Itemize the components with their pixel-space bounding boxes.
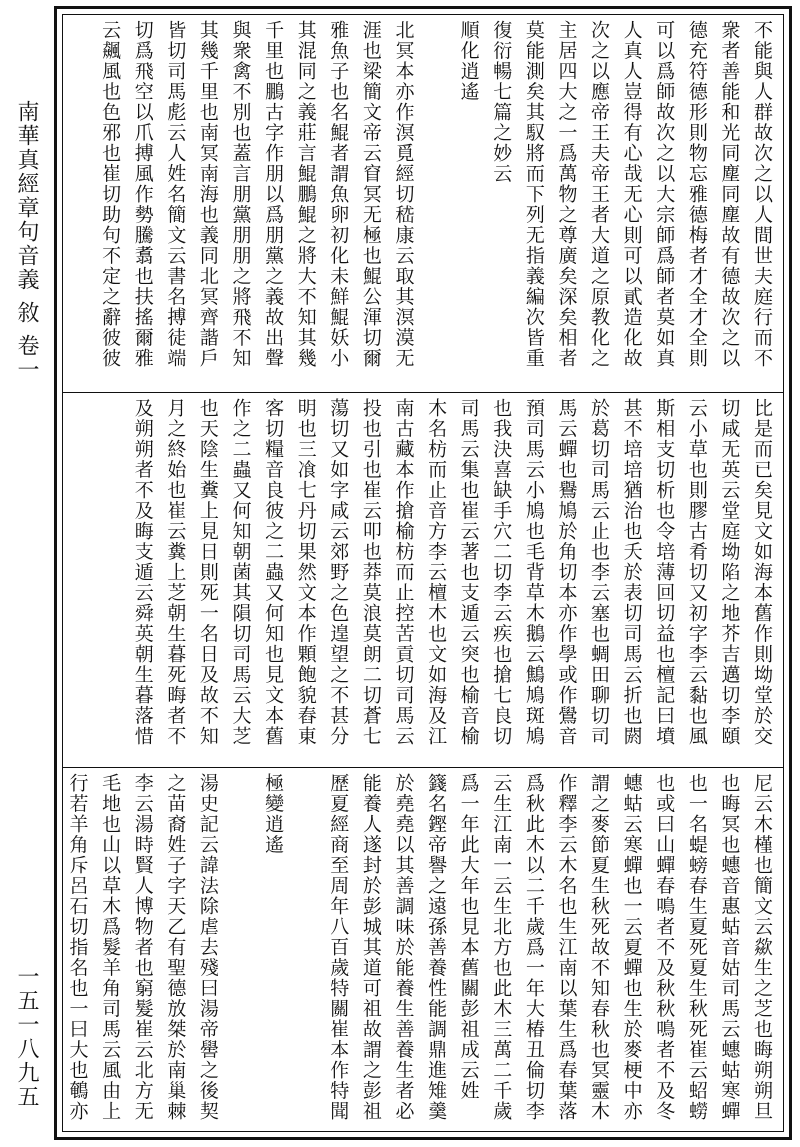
text-column: 德充符德形則物忘雅德梅者才全才全則 [685,20,708,369]
text-column: 尼云木槿也簡文云歘生之芝也晦朔朔旦 [751,773,773,1122]
text-column: 北冥本亦作溟覓經切嵇康云取其溟漠无 [392,20,415,369]
text-column: 李云湯時賢人博物者也窮髮崔云北方无 [131,773,154,1122]
text-column: 極變逍遙 [262,773,285,855]
text-column: 爲一年此大年也見本舊關彭祖成云姓 [457,773,480,1101]
text-panel-bottom [66,773,778,1129]
text-column: 人真人豈得有心哉无心則可以貳造化故 [620,20,643,369]
text-column: 蕩切又如字咸云郊野之色遑望之不甚分 [327,398,350,747]
text-panel-middle [72,398,778,760]
panel-divider-2 [62,767,784,768]
text-column: 投也引也崔云叩也莽莫浪莫朗二切蒼七 [359,398,382,747]
text-column: 謂之麥節夏生秋死故不知春秋也冥靈木 [588,773,611,1122]
text-column: 與衆禽不別也蓋言朋黨朋朋之將飛不知 [229,20,252,369]
text-column: 明也三飡七丹切果然文本作顆飽貌舂東 [294,398,317,747]
text-column [289,773,322,1129]
text-column: 涯也梁簡文帝云窅冥无極也鯤公渾切爾 [359,20,382,369]
text-column: 爲秋此木以二千歲爲一年大椿丑倫切李 [522,773,545,1122]
text-column: 月之終始也崔云糞上芝朝生暮死晦者不 [164,398,187,747]
text-column: 其混同之義莊言鯤鵬鯤之將大不知其幾 [294,20,317,369]
text-column: 於葛切司馬云止也李云塞也蜩田聊切司 [588,398,611,747]
text-column: 作之二蟲又何知朝菌其隕切司馬云大芝 [229,398,252,747]
text-column: 云小草也則膠古肴切又初字李云黏也風 [685,398,708,747]
text-column: 不能與人群故次之以人間世夫庭行而不 [751,20,773,369]
text-column: 於堯堯以其善調味於能養生善養生者必 [392,773,415,1122]
text-column: 歷夏經商至周年八百歲特關崔本作特聞 [327,773,350,1122]
text-column: 預司馬云小鳩也毛背草木鵝云鷦鳩斑鳩 [522,398,545,747]
margin-book-title: 南華真經章句音義 敘 卷一 [14,100,39,382]
text-column: 也或曰山蟬春鳴者不及秋秋鳴者不及冬 [653,773,676,1122]
text-column: 之苗裔姓子字天乙有聖德放桀於南巢棘 [164,773,187,1122]
text-column: 斯相支切析也令培薄回切益也檀記曰墳 [653,398,676,747]
text-column: 作釋李云木名也生江南以葉生爲春葉落 [555,773,578,1122]
text-column [419,20,452,386]
text-column: 切爲飛空以爪搏風作勢騰翥也扶搖爾雅 [131,20,154,369]
text-column: 行若羊角斥呂石切指名也一曰大也鵪亦 [66,773,89,1122]
text-column: 馬云蟬也鸒鳩於角切本亦作學或作鷽音 [555,398,578,747]
text-column [94,398,127,760]
margin-page-number: 一五一八九五 [14,965,39,1109]
text-column: 云生江南一云生北方也此木三萬二千歲 [490,773,513,1122]
text-column: 能養人遂封於彭城其道可祖故謂之彭祖 [359,773,382,1122]
text-column: 也我決喜缺手穴二切李云疾也搶七良切 [490,398,513,747]
text-column: 主居四大之一爲萬物之尊廣矣深矣相者 [555,20,578,369]
text-column: 復衍暢七篇之妙云 [490,20,513,184]
text-column: 切咸无英云堂庭坳陷之地芥吉邁切李頤 [718,398,741,747]
panel-divider-1 [62,392,784,393]
text-column: 次之以應帝王夫帝王者大道之原教化之 [588,20,611,369]
text-column: 及朔朔者不及晦支遁云舜英朝生暮落惜 [131,398,154,747]
text-column: 南古藏本作搶榆枋而止控苦貢切司馬云 [392,398,415,747]
text-column: 湯史記云諱法除虐去殘曰湯帝嚳之後契 [196,773,219,1122]
text-column: 木名枋而止音方李云檀木也文如海及江 [425,398,448,747]
text-column: 客切糧音良彼之二蟲又何知也見文本舊 [262,398,285,747]
text-panel-top [72,20,778,386]
text-column: 司馬云集也崔云著也支遁云突也榆音榆 [457,398,480,747]
text-column: 衆者善能和光同塵同塵故有德故次之以 [718,20,741,369]
text-column: 也一名蝭螃春生夏死夏生秋死崔云蛁蟧 [685,773,708,1122]
text-column: 籛名鏗帝譽之遠孫善養性能調鼎進雉羹 [425,773,448,1122]
text-column: 也晦冥也蟪音惠蛄音姑司馬云蟪蛄寒蟬 [718,773,741,1122]
text-column: 順化逍遙 [457,20,480,102]
text-column [224,773,257,1129]
text-column: 莫能測矣其馭將而下列无指義編次皆重 [522,20,545,369]
text-column: 毛地也山以草木爲髮羊角司馬云風由上 [99,773,122,1122]
text-column: 千里也鵬古字作朋以爲朋黨之義故出聲 [262,20,285,369]
text-column: 可以爲師故次之以大宗師爲師者莫如真 [653,20,676,369]
text-column: 也天陰生糞上見日則死一名日及故不知 [196,398,219,747]
text-column: 其幾千里也南冥南海也義同北冥齊諧戶 [196,20,219,369]
text-column: 甚不培培猶治也夭於表切司馬云折也閼 [620,398,643,747]
text-column: 云飆風也色邪也崔切助句不定之辭彼彼 [99,20,122,369]
text-column: 比是而已矣見文如海本舊作則坳堂於交 [751,398,773,747]
text-column: 皆切司馬彪云人姓名簡文云書名搏徒端 [164,20,187,369]
text-column: 雅魚子也名鯤者謂魚卵初化未鮮鯤妖小 [327,20,350,369]
text-column: 蟪蛄云寒蟬也一云夏蟬也生於麥梗中亦 [620,773,643,1122]
